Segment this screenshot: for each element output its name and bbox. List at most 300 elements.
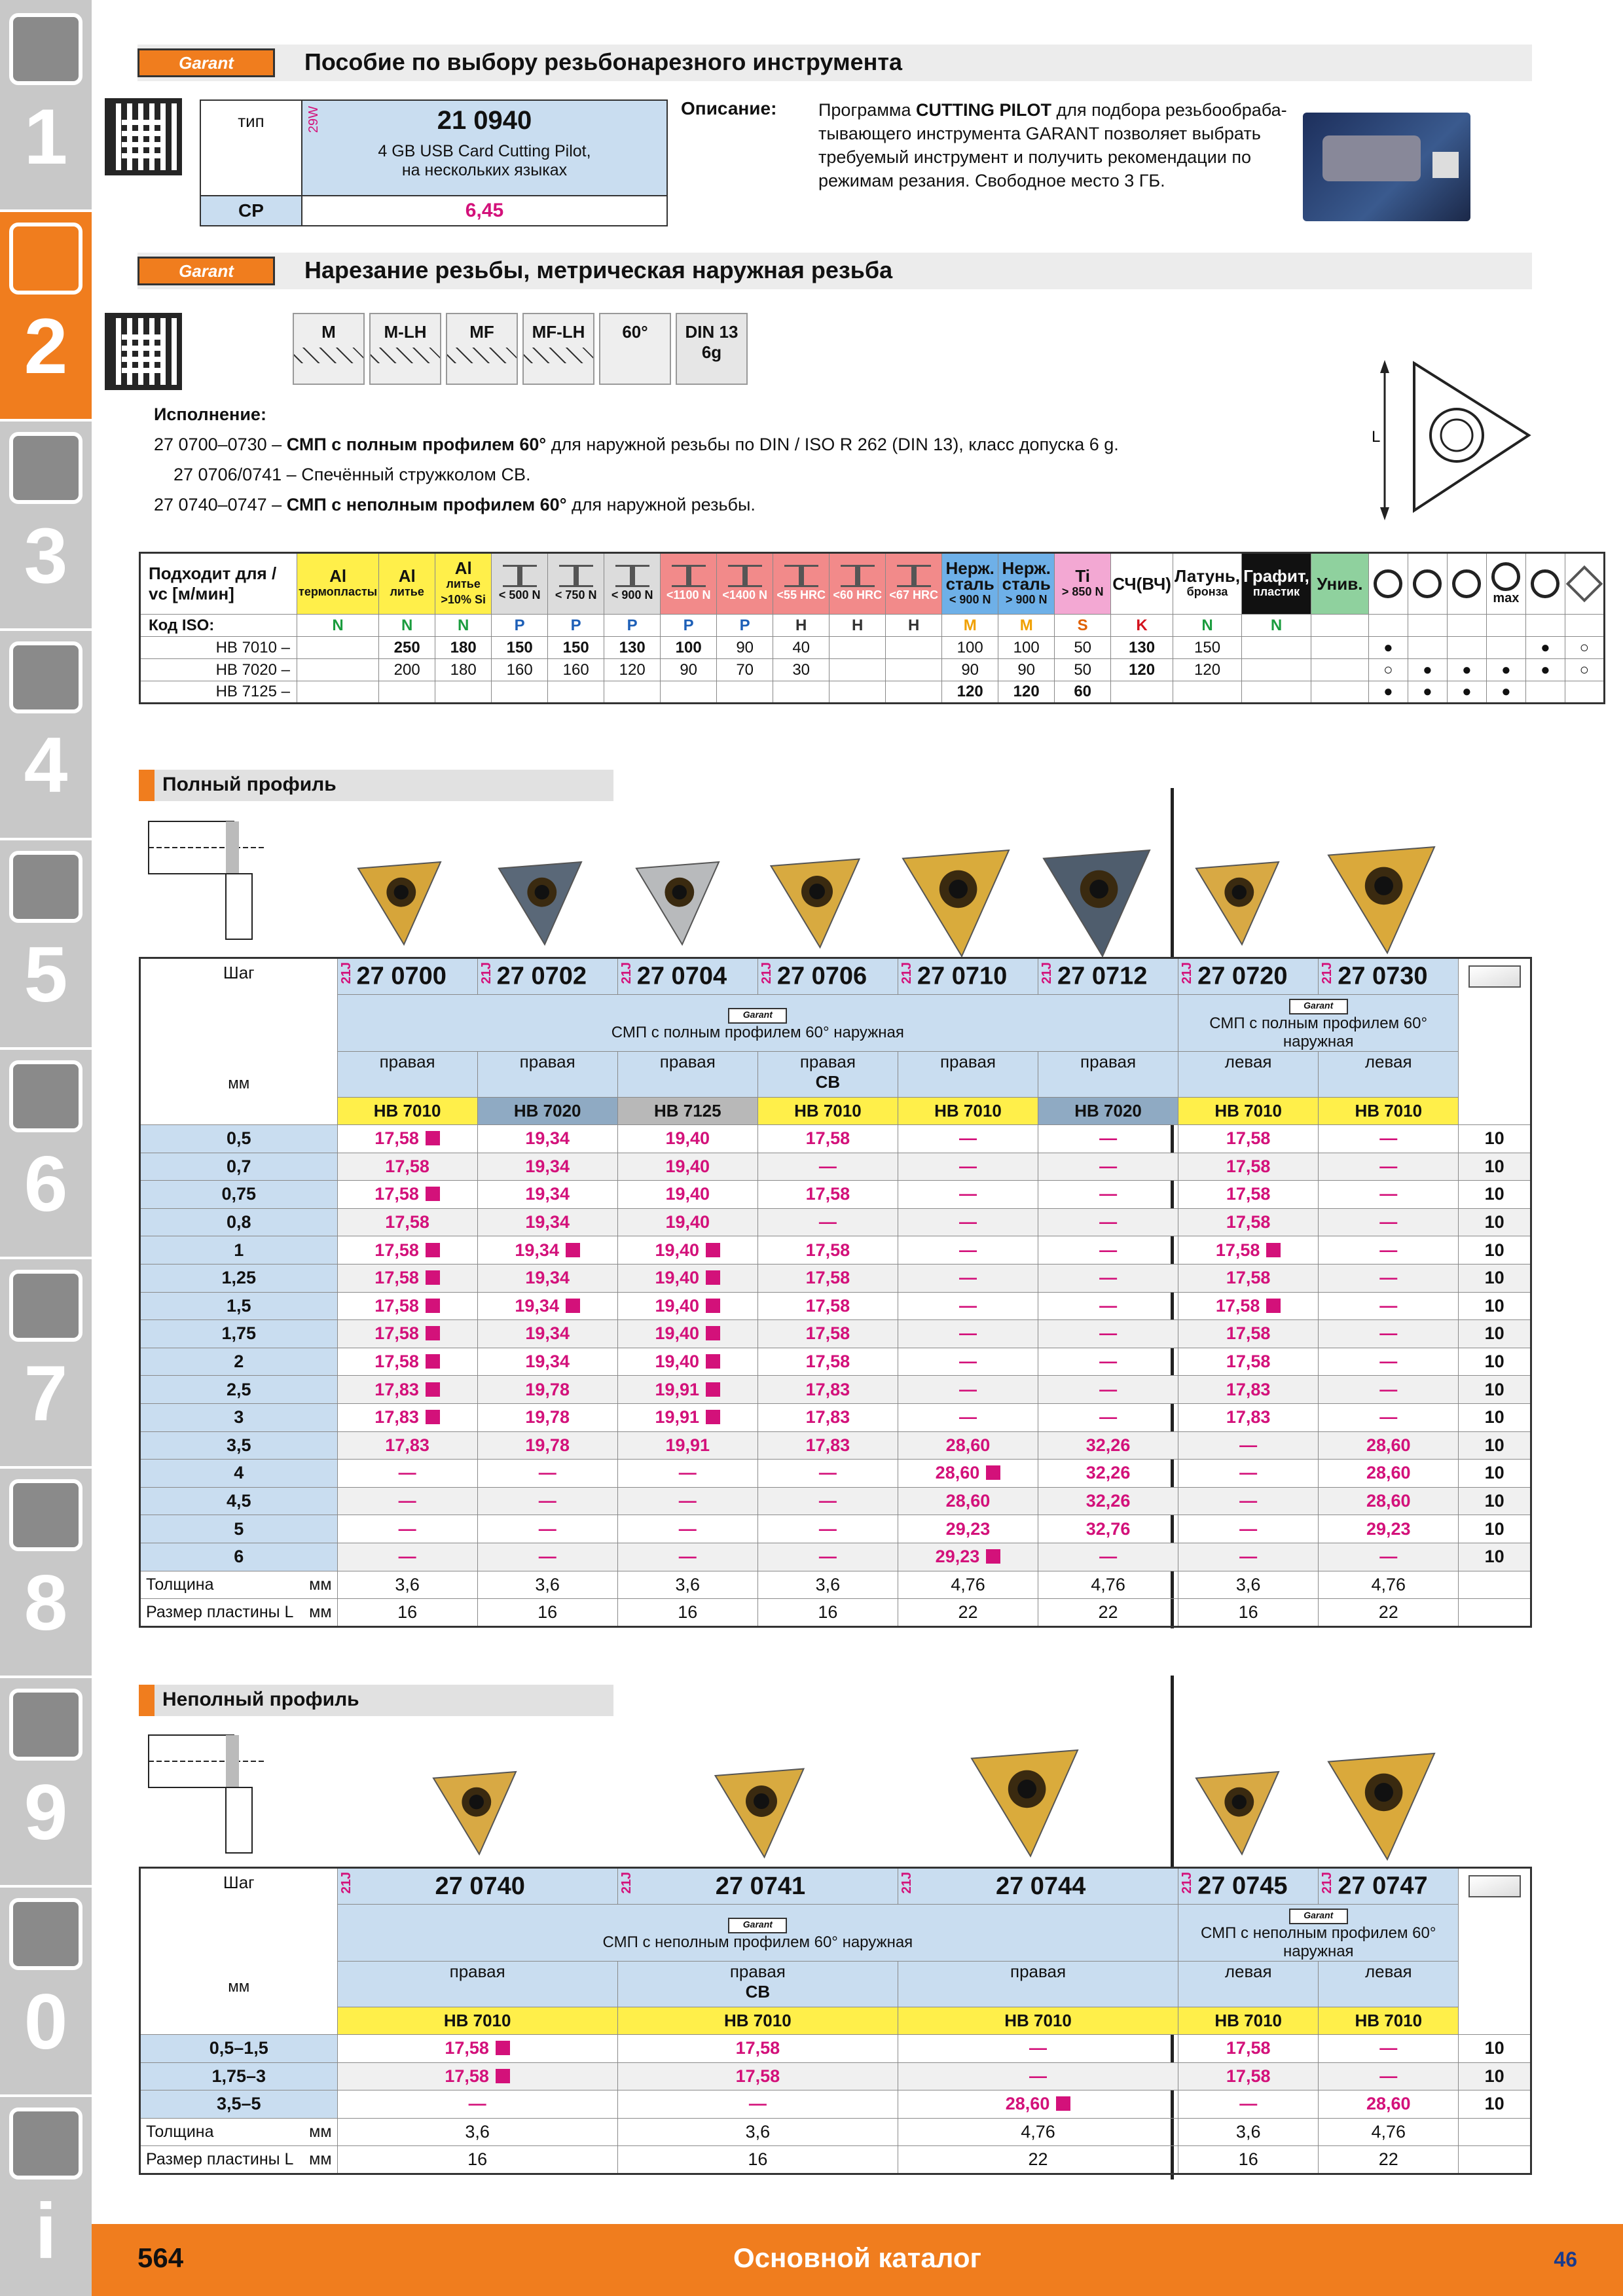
part-number-270704: 21J 27 0704 bbox=[617, 958, 757, 995]
part-number-270745: 21J 27 0745 bbox=[1178, 1868, 1319, 1905]
stock-marker-icon bbox=[426, 1410, 440, 1424]
price-row bbox=[140, 1376, 1531, 1404]
thread-type-label: MF bbox=[469, 322, 494, 342]
price-cell: 17,58 bbox=[757, 1181, 898, 1209]
cutting-speed: 50 bbox=[1055, 637, 1111, 659]
cutting-speed: 120 bbox=[1173, 659, 1241, 681]
application-mark: ○ bbox=[1565, 637, 1604, 659]
thread-type-0 bbox=[293, 313, 365, 385]
price-cell: — bbox=[1178, 1460, 1319, 1488]
price-cell: 19,34 bbox=[477, 1208, 617, 1236]
price-row bbox=[140, 2035, 1531, 2063]
grade-HB7010: HB 7010 bbox=[337, 1098, 477, 1125]
insert-image bbox=[1322, 841, 1440, 959]
price-cell: — bbox=[1038, 1543, 1178, 1571]
chapter-icon bbox=[9, 1689, 82, 1761]
price-cell: — bbox=[898, 1376, 1038, 1404]
hand-direction: правая СВ bbox=[757, 1052, 898, 1098]
application-icon-gear bbox=[1408, 553, 1447, 615]
price-cell: — bbox=[1038, 1208, 1178, 1236]
part-number-270712: 21J 27 0712 bbox=[1038, 958, 1178, 995]
price-cell: — bbox=[1319, 1320, 1459, 1348]
exec-line: 27 0740–0747 – СМП с неполным профилем 60° для наружной резьбы. bbox=[154, 495, 756, 514]
part-number-270741: 21J 27 0741 bbox=[617, 1868, 898, 1905]
stock-marker-icon bbox=[706, 1270, 720, 1285]
step-value: 5 bbox=[140, 1515, 338, 1543]
section-header-threading bbox=[137, 253, 1532, 289]
price-cell: — bbox=[898, 1403, 1038, 1431]
chapter-icon bbox=[9, 13, 82, 85]
material-icon bbox=[784, 565, 818, 587]
iso-code: H bbox=[773, 615, 830, 637]
price-cell: 17,58 bbox=[757, 1320, 898, 1348]
price-cell: 28,60 bbox=[898, 1431, 1038, 1460]
desc-line: тывающего инструмента GARANT позволяет выбрать bbox=[818, 124, 1261, 143]
exec-line: 27 0700–0730 – СМП с полным профилем 60° для наружной резьбы по DIN / ISO R 262 (DIN 13), класс допуска 6 g. bbox=[154, 435, 1119, 454]
material-header-15: Латунь, бронза bbox=[1173, 553, 1241, 615]
price-cell: — bbox=[617, 1543, 757, 1571]
hand-direction: правая bbox=[337, 1962, 617, 2007]
cutting-speed: 160 bbox=[548, 659, 604, 681]
stock-marker-icon bbox=[426, 1299, 440, 1313]
pack-qty: 10 bbox=[1459, 1515, 1531, 1543]
desc-line: режимам резания. Свободное место 3 ГБ. bbox=[818, 171, 1165, 190]
chapter-icon bbox=[9, 432, 82, 504]
price-cell: — bbox=[1319, 1376, 1459, 1404]
grade-HB7010: HB 7010 bbox=[337, 2007, 617, 2035]
price-row bbox=[140, 1460, 1531, 1488]
price-cell: — bbox=[1038, 1181, 1178, 1209]
chapter-tab-1[interactable] bbox=[0, 0, 92, 209]
garant-logo: Garant bbox=[728, 1918, 787, 1933]
price-cell: 17,58 bbox=[757, 1236, 898, 1265]
material-icon bbox=[841, 565, 875, 587]
material-header-13: Ti > 850 N bbox=[1055, 553, 1111, 615]
insert-image bbox=[632, 857, 723, 949]
price-cell: — bbox=[898, 1236, 1038, 1265]
thread-type-2 bbox=[446, 313, 518, 385]
insert-image bbox=[1038, 844, 1156, 962]
stock-marker-icon bbox=[986, 1465, 1000, 1480]
step-label: Шаг мм bbox=[140, 1868, 338, 2035]
price-cell: 17,58 bbox=[757, 1348, 898, 1376]
price-cell: 19,40 bbox=[617, 1320, 757, 1348]
stock-marker-icon bbox=[1056, 2096, 1070, 2111]
pack-qty: 10 bbox=[1459, 1208, 1531, 1236]
thick-value: 4,76 bbox=[898, 2118, 1178, 2146]
price-cell: — bbox=[477, 1487, 617, 1515]
step-value: 1,25 bbox=[140, 1264, 338, 1292]
grade-HB7125: HB 7125 bbox=[617, 1098, 757, 1125]
part-number-270700: 21J 27 0700 bbox=[337, 958, 477, 995]
material-header-2: Al литье >10% Si bbox=[435, 553, 492, 615]
price-cell: 19,91 bbox=[617, 1376, 757, 1404]
material-header-16: Графит, пластик bbox=[1242, 553, 1311, 615]
cutting-speed: 130 bbox=[1111, 637, 1173, 659]
price-cell: 17,58 bbox=[1178, 1292, 1319, 1320]
pack-qty: 10 bbox=[1459, 1543, 1531, 1571]
stock-marker-icon bbox=[566, 1299, 580, 1313]
price-cell: 29,23 bbox=[898, 1543, 1038, 1571]
pack-qty-header bbox=[1459, 1868, 1531, 2035]
chapter-tab-4[interactable] bbox=[0, 628, 92, 838]
price-cell: — bbox=[1319, 1292, 1459, 1320]
stock-marker-icon bbox=[986, 1549, 1000, 1564]
cutting-speed: 100 bbox=[942, 637, 998, 659]
price-cell: — bbox=[1319, 1264, 1459, 1292]
cutting-speed bbox=[661, 681, 717, 704]
step-value: 0,7 bbox=[140, 1153, 338, 1181]
chapter-number: 4 bbox=[24, 721, 68, 809]
price-cell: 17,58 bbox=[1178, 2035, 1319, 2063]
cutting-speed bbox=[379, 681, 435, 704]
price-cell: 19,78 bbox=[477, 1376, 617, 1404]
price-cell: 17,58 bbox=[1178, 1181, 1319, 1209]
price-cell: — bbox=[1319, 2035, 1459, 2063]
price-cell: 17,83 bbox=[757, 1376, 898, 1404]
thread-wave-icon bbox=[524, 348, 593, 363]
price-cell: 28,60 bbox=[898, 1487, 1038, 1515]
thick-value: 3,6 bbox=[477, 1571, 617, 1599]
application-mark: ● bbox=[1525, 637, 1565, 659]
hand-direction: правая СВ bbox=[617, 1962, 898, 2007]
application-mark bbox=[1525, 681, 1565, 704]
chapter-tab-7[interactable] bbox=[0, 1257, 92, 1466]
cutting-speed: 90 bbox=[942, 659, 998, 681]
footer-bar bbox=[92, 2224, 1623, 2296]
price-row bbox=[140, 2062, 1531, 2090]
price-cell: — bbox=[1038, 1125, 1178, 1153]
cutting-speed bbox=[297, 637, 379, 659]
application-mark: ● bbox=[1408, 659, 1447, 681]
material-icon bbox=[503, 565, 537, 587]
pack-qty: 10 bbox=[1459, 1403, 1531, 1431]
cutting-speed bbox=[1311, 681, 1368, 704]
grade-HB7010: HB 7010 bbox=[1178, 1098, 1319, 1125]
iso-label: Код ISO: bbox=[140, 615, 297, 637]
price-row bbox=[140, 1348, 1531, 1376]
price-cell: 17,58 bbox=[757, 1292, 898, 1320]
iso-code: M bbox=[942, 615, 998, 637]
chapter-tab-9[interactable] bbox=[0, 1676, 92, 1885]
grade-HB7010: HB 7010 bbox=[1319, 2007, 1459, 2035]
stock-marker-icon bbox=[1266, 1243, 1281, 1257]
pack-qty: 10 bbox=[1459, 1125, 1531, 1153]
price-cell: 17,58 bbox=[337, 1292, 477, 1320]
chapter-tab-8[interactable] bbox=[0, 1466, 92, 1676]
price-cell: — bbox=[898, 1348, 1038, 1376]
insert-image bbox=[429, 1767, 520, 1859]
price-cell: 17,58 bbox=[1178, 1320, 1319, 1348]
stock-marker-icon bbox=[426, 1326, 440, 1340]
application-mark: ● bbox=[1368, 637, 1408, 659]
price-cell: 28,60 bbox=[1319, 2090, 1459, 2119]
chapter-icon bbox=[9, 2108, 82, 2179]
price-cell: 17,83 bbox=[337, 1403, 477, 1431]
stock-marker-icon bbox=[1266, 1299, 1281, 1313]
price-row bbox=[140, 1320, 1531, 1348]
cutting-speed: 160 bbox=[492, 659, 548, 681]
insert-image bbox=[897, 844, 1015, 962]
application-mark: ● bbox=[1525, 659, 1565, 681]
pack-qty: 10 bbox=[1459, 1153, 1531, 1181]
thick-value: 3,6 bbox=[757, 1571, 898, 1599]
price-cell: 17,58 bbox=[1178, 1125, 1319, 1153]
step-value: 0,75 bbox=[140, 1181, 338, 1209]
price-cell: 19,40 bbox=[617, 1125, 757, 1153]
desc-label: Описание: bbox=[681, 98, 777, 118]
cutting-speed: 90 bbox=[717, 637, 773, 659]
insert-image bbox=[966, 1744, 1084, 1862]
price-cell: — bbox=[898, 1208, 1038, 1236]
size-value: 16 bbox=[1178, 2146, 1319, 2174]
price-cell: 17,83 bbox=[757, 1403, 898, 1431]
pack-qty: 10 bbox=[1459, 1181, 1531, 1209]
chapter-icon bbox=[9, 1060, 82, 1132]
price-cell: 17,58 bbox=[337, 1320, 477, 1348]
insert-image bbox=[1192, 1767, 1283, 1859]
hand-direction: правая bbox=[898, 1052, 1038, 1098]
insert-image bbox=[354, 857, 445, 949]
iso-code: S bbox=[1055, 615, 1111, 637]
price-cell: — bbox=[757, 1460, 898, 1488]
part-number-270730: 21J 27 0730 bbox=[1319, 958, 1459, 995]
chapter-number: i bbox=[35, 2187, 57, 2275]
price-cell: 17,58 bbox=[337, 1181, 477, 1209]
full-profile-header: Полный профиль bbox=[139, 770, 613, 801]
material-header-7: <1400 N bbox=[717, 553, 773, 615]
price-cell: — bbox=[1178, 1431, 1319, 1460]
price-cell: — bbox=[898, 1125, 1038, 1153]
chapter-number: 3 bbox=[24, 512, 68, 600]
pack-qty-header bbox=[1459, 958, 1531, 1125]
price-cell: 19,78 bbox=[477, 1431, 617, 1460]
pack-qty: 10 bbox=[1459, 2062, 1531, 2090]
price-cell: 28,60 bbox=[898, 2090, 1178, 2119]
price-cell: 17,83 bbox=[337, 1376, 477, 1404]
chapter-tab-i[interactable] bbox=[0, 2094, 92, 2296]
qr-code[interactable] bbox=[105, 313, 182, 390]
hand-direction: левая bbox=[1319, 1052, 1459, 1098]
price-cell: 17,58 bbox=[1178, 2062, 1319, 2090]
cutting-speed: 120 bbox=[942, 681, 998, 704]
price: 6,45 bbox=[302, 196, 667, 226]
iso-code: P bbox=[492, 615, 548, 637]
application-mark: ● bbox=[1447, 681, 1486, 704]
thread-type-label: MF-LH bbox=[532, 322, 585, 342]
price-cell: — bbox=[757, 1153, 898, 1181]
application-icon-flask: max bbox=[1486, 553, 1525, 615]
cutting-speed bbox=[886, 659, 942, 681]
chapter-icon bbox=[9, 851, 82, 923]
price-cell: — bbox=[477, 1460, 617, 1488]
thread-type-label: M-LH bbox=[384, 322, 427, 342]
cutting-speed bbox=[1311, 659, 1368, 681]
chapter-number: 5 bbox=[24, 931, 68, 1018]
application-mark bbox=[1486, 637, 1525, 659]
price-row bbox=[140, 2090, 1531, 2119]
chapter-tab-6[interactable] bbox=[0, 1047, 92, 1257]
price-cell: 17,58 bbox=[1178, 1348, 1319, 1376]
step-value: 4,5 bbox=[140, 1487, 338, 1515]
part-number-270720: 21J 27 0720 bbox=[1178, 958, 1319, 995]
iso-code: N bbox=[379, 615, 435, 637]
chapter-sidebar bbox=[0, 0, 92, 2296]
desc-line: требуемый инструмент и получить рекомендации по bbox=[818, 147, 1252, 167]
qr-code[interactable] bbox=[105, 98, 182, 175]
cutting-speed: 180 bbox=[435, 637, 492, 659]
iso-code: N bbox=[1242, 615, 1311, 637]
price-cell: — bbox=[1038, 1292, 1178, 1320]
thick-value: 4,76 bbox=[1319, 1571, 1459, 1599]
stock-marker-icon bbox=[426, 1270, 440, 1285]
grade-HB7010: HB 7010 bbox=[1178, 2007, 1319, 2035]
partial-profile-diagram bbox=[147, 1732, 272, 1856]
price-row bbox=[140, 1403, 1531, 1431]
price-cell: 17,58 bbox=[337, 1236, 477, 1265]
material-header-12: Нерж. сталь > 900 N bbox=[998, 553, 1055, 615]
application-mark: ● bbox=[1447, 659, 1486, 681]
description-cell: Garant СМП с полным профилем 60° наружная bbox=[1178, 995, 1459, 1052]
price-cell: 17,58 bbox=[337, 1125, 477, 1153]
size-value: 16 bbox=[337, 2146, 617, 2174]
application-mark: ● bbox=[1486, 659, 1525, 681]
price-row bbox=[140, 1125, 1531, 1153]
chapter-tab-3[interactable] bbox=[0, 419, 92, 628]
price-row bbox=[140, 1431, 1531, 1460]
iso-code: P bbox=[717, 615, 773, 637]
pack-qty: 10 bbox=[1459, 2035, 1531, 2063]
price-cell: 32,76 bbox=[1038, 1515, 1178, 1543]
iso-code: H bbox=[830, 615, 886, 637]
part-number: 21 0940 bbox=[437, 106, 532, 135]
cutting-speed bbox=[1242, 637, 1311, 659]
thread-type-label: 60° bbox=[622, 322, 648, 342]
garant-logo: Garant bbox=[137, 257, 275, 285]
stock-marker-icon bbox=[426, 1354, 440, 1369]
chapter-tab-2[interactable] bbox=[0, 209, 92, 419]
thick-value: 3,6 bbox=[337, 2118, 617, 2146]
price-cell: — bbox=[898, 1292, 1038, 1320]
price-row bbox=[140, 1292, 1531, 1320]
ring-icon bbox=[1452, 569, 1481, 598]
pack-qty: 10 bbox=[1459, 2090, 1531, 2119]
size-value: 16 bbox=[337, 1599, 477, 1627]
cutting-speed bbox=[1173, 681, 1241, 704]
application-icon-ring bbox=[1447, 553, 1486, 615]
chapter-tab-0[interactable] bbox=[0, 1885, 92, 2094]
price-cell: — bbox=[757, 1487, 898, 1515]
application-mark bbox=[1565, 681, 1604, 704]
thick-value: 4,76 bbox=[1319, 2118, 1459, 2146]
part-desc-1: 4 GB USB Card Cutting Pilot, bbox=[378, 142, 591, 160]
pack-qty: 10 bbox=[1459, 1320, 1531, 1348]
cutting-speed bbox=[492, 681, 548, 704]
application-icon-bar bbox=[1525, 553, 1565, 615]
size-value: 22 bbox=[1319, 2146, 1459, 2174]
thick-value: 3,6 bbox=[337, 1571, 477, 1599]
stock-marker-icon bbox=[706, 1410, 720, 1424]
tool-icon bbox=[1566, 565, 1603, 603]
application-mark bbox=[1447, 637, 1486, 659]
cutting-speed: 150 bbox=[492, 637, 548, 659]
chapter-number: 0 bbox=[24, 1978, 68, 2066]
pack-qty: 10 bbox=[1459, 1292, 1531, 1320]
cutting-speed: 90 bbox=[998, 659, 1055, 681]
size-label: Размер пластины L мм bbox=[140, 1599, 338, 1627]
grade-HB7010: HB 7010 bbox=[617, 2007, 898, 2035]
cutting-speed: 120 bbox=[1111, 659, 1173, 681]
price-cell: 32,26 bbox=[1038, 1431, 1178, 1460]
thick-value: 3,6 bbox=[1178, 2118, 1319, 2146]
gear-icon bbox=[1413, 569, 1442, 598]
description-cell: Garant СМП с неполным профилем 60° наружная bbox=[1178, 1905, 1459, 1962]
chapter-tab-5[interactable] bbox=[0, 838, 92, 1047]
circle-icon bbox=[1374, 569, 1402, 598]
price-cell: 17,58 bbox=[337, 1348, 477, 1376]
thread-wave-icon bbox=[371, 348, 440, 363]
iso-code: N bbox=[435, 615, 492, 637]
chapter-icon bbox=[9, 1479, 82, 1551]
chapter-number: 8 bbox=[24, 1559, 68, 1647]
price-cell: 29,23 bbox=[1319, 1515, 1459, 1543]
thick-label: Толщина мм bbox=[140, 2118, 338, 2146]
price-cell: 19,40 bbox=[617, 1153, 757, 1181]
part-number-270747: 21J 27 0747 bbox=[1319, 1868, 1459, 1905]
cutting-speed bbox=[297, 681, 379, 704]
material-header-6: <1100 N bbox=[661, 553, 717, 615]
price-cell: 19,34 bbox=[477, 1153, 617, 1181]
price-cell: — bbox=[1319, 1125, 1459, 1153]
hand-direction: правая bbox=[898, 1962, 1178, 2007]
application-mark: ● bbox=[1486, 681, 1525, 704]
chapter-number: 7 bbox=[24, 1350, 68, 1437]
insert-image bbox=[1192, 857, 1283, 949]
price-cell: 28,60 bbox=[1319, 1431, 1459, 1460]
grade-HB7010: HB 7010 bbox=[898, 2007, 1178, 2035]
material-icon bbox=[615, 565, 649, 587]
price-cell: — bbox=[1038, 1320, 1178, 1348]
part-number-270744: 21J 27 0744 bbox=[898, 1868, 1178, 1905]
cutting-speed: 120 bbox=[604, 659, 661, 681]
chapter-icon bbox=[9, 1898, 82, 1970]
price-cell: 17,58 bbox=[1178, 1208, 1319, 1236]
description-cell: Garant СМП с неполным профилем 60° наружная bbox=[337, 1905, 1178, 1962]
chapter-icon bbox=[9, 641, 82, 713]
thick-label: Толщина мм bbox=[140, 1571, 338, 1599]
full-profile-diagram bbox=[147, 818, 272, 942]
material-header-10: <67 HRC bbox=[886, 553, 942, 615]
price-cell: — bbox=[337, 1460, 477, 1488]
thick-value: 4,76 bbox=[898, 1571, 1038, 1599]
pack-qty: 10 bbox=[1459, 1348, 1531, 1376]
price-cell: — bbox=[898, 1264, 1038, 1292]
cutting-speed bbox=[1311, 637, 1368, 659]
thread-type-4 bbox=[599, 313, 671, 385]
part-number-270702: 21J 27 0702 bbox=[477, 958, 617, 995]
chapter-number: 2 bbox=[24, 302, 68, 390]
price-cell: — bbox=[1038, 1348, 1178, 1376]
materials-table bbox=[139, 552, 1605, 704]
price-cell: — bbox=[898, 1181, 1038, 1209]
price-cell: 19,91 bbox=[617, 1431, 757, 1460]
insert-image bbox=[766, 854, 864, 952]
cutting-speed: 250 bbox=[379, 637, 435, 659]
garant-logo: Garant bbox=[1289, 999, 1348, 1014]
price-row bbox=[140, 1181, 1531, 1209]
price-cell: 17,83 bbox=[337, 1431, 477, 1460]
material-header-8: <55 HRC bbox=[773, 553, 830, 615]
